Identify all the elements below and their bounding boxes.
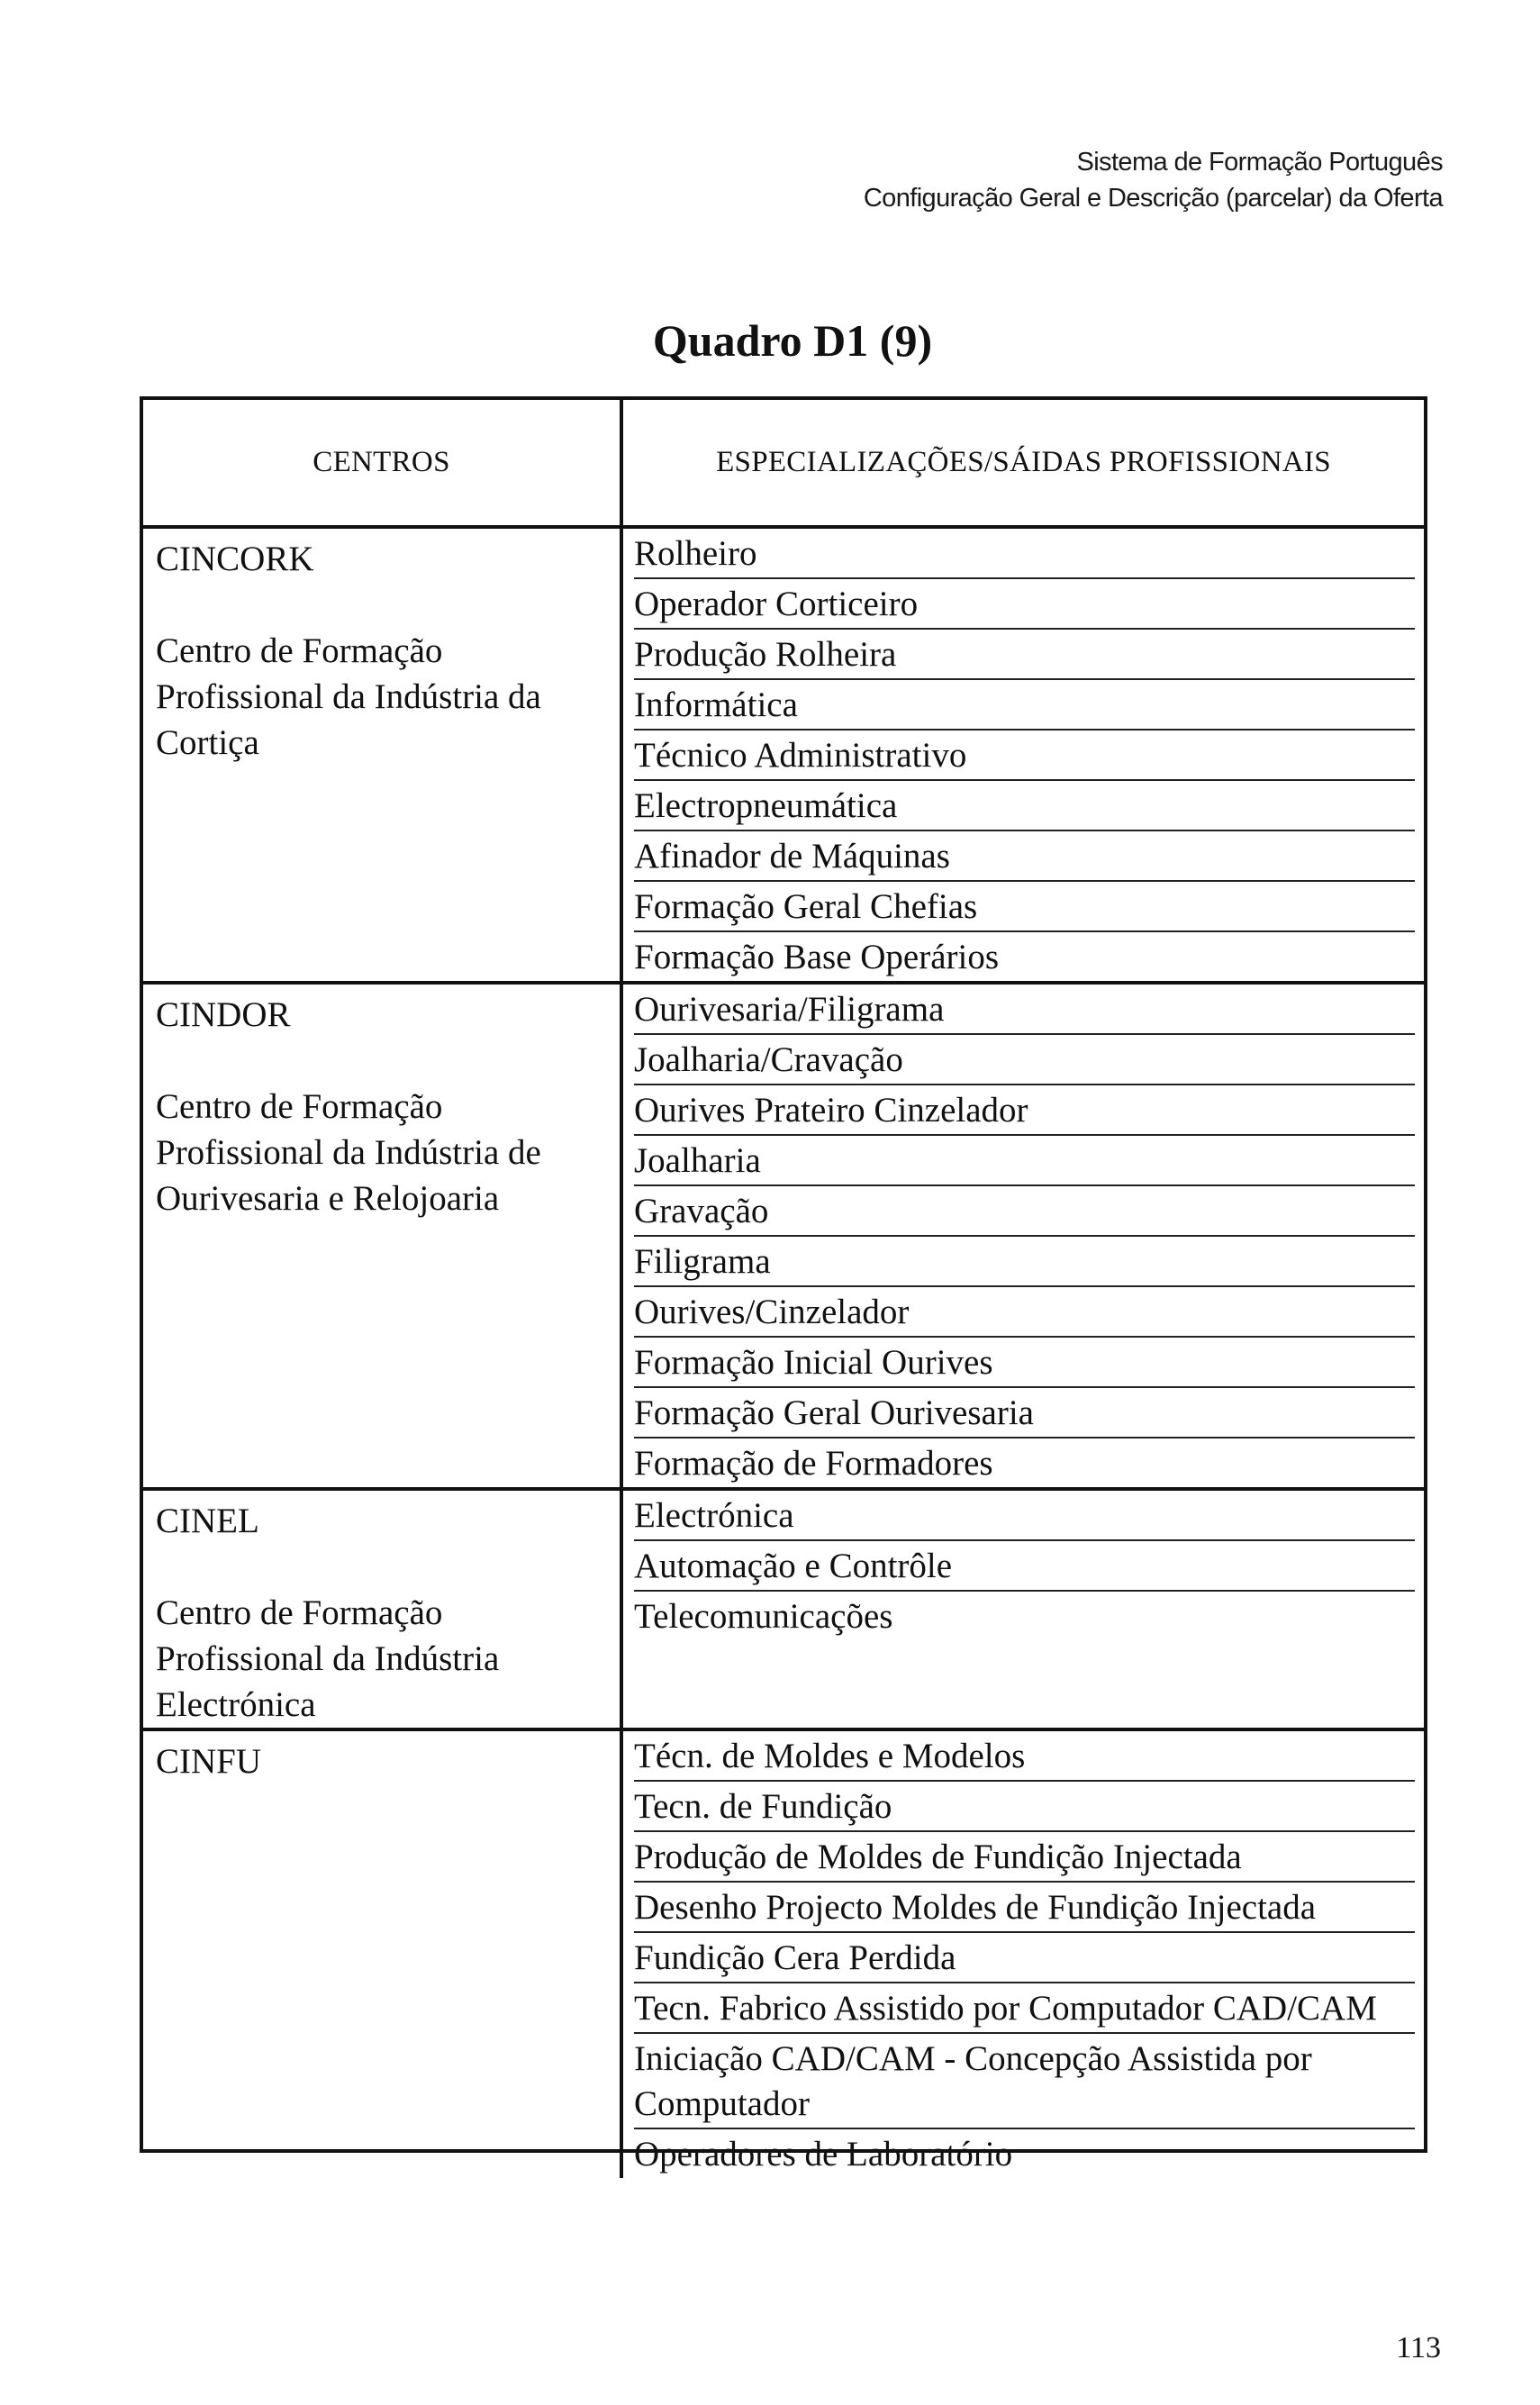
specialization-item: Informática (634, 680, 1415, 731)
specialization-item: Desenho Projecto Moldes de Fundição Injectada (634, 1883, 1415, 1933)
specialization-item: Ourives/Cinzelador (634, 1287, 1415, 1338)
table-body (143, 527, 1424, 2178)
center-cell (143, 1489, 621, 1729)
column-header-especializacoes: ESPECIALIZAÇÕES/SÁIDAS PROFISSIONAIS (621, 400, 1424, 527)
specializations-cell (621, 1729, 1424, 2178)
specialization-item: Ourivesaria/Filigrama (634, 985, 1415, 1035)
page-number: 113 (1396, 2331, 1441, 2364)
specializations-table (140, 396, 1427, 2174)
table-header-row (143, 400, 1424, 527)
specialization-item: Afinador de Máquinas (634, 831, 1415, 882)
specialization-item: Filigrama (634, 1237, 1415, 1287)
specialization-item: Joalharia (634, 1136, 1415, 1186)
center-code: CINCORK (156, 540, 314, 578)
table-row-cindor (143, 983, 1424, 1489)
specialization-item: Produção de Moldes de Fundição Injectada (634, 1832, 1415, 1883)
specializations-cell (621, 983, 1424, 1489)
specialization-item: Automação e Contrôle (634, 1541, 1415, 1592)
specialization-item: Formação Base Operários (634, 938, 1000, 976)
specialization-list (634, 1491, 1415, 1640)
specialization-item: Formação Inicial Ourives (634, 1338, 1415, 1388)
running-header (864, 144, 1443, 216)
center-cell (143, 983, 621, 1489)
specialization-item: Formação de Formadores (634, 1444, 993, 1483)
table-row-cincork (143, 527, 1424, 983)
specialization-item: Telecomunicações (634, 1597, 893, 1636)
running-header-line1: Sistema de Formação Português (1076, 148, 1443, 177)
specialization-list (634, 1731, 1415, 2178)
specialization-item: Formação Geral Ourivesaria (634, 1388, 1415, 1438)
page-title: Quadro D1 (9) (652, 315, 933, 366)
center-name: Centro de Formação Profissional da Indústria de Ourivesaria e Relojoaria (156, 1087, 541, 1218)
specialization-item: Joalharia/Cravação (634, 1035, 1415, 1085)
center-name: Centro de Formação Profissional da Indústria Electrónica (156, 1593, 500, 1724)
table-row-cinfu (143, 1729, 1424, 2178)
center-code: CINEL (156, 1502, 259, 1540)
specializations-cell (621, 527, 1424, 983)
center-code: CINDOR (156, 995, 291, 1034)
specialization-item: Gravação (634, 1186, 1415, 1237)
specialization-item: Técn. de Moldes e Modelos (634, 1731, 1415, 1782)
specialization-item: Iniciação CAD/CAM - Concepção Assistida por Computador (634, 2034, 1415, 2129)
center-cell (143, 527, 621, 983)
table-row-cinel (143, 1489, 1424, 1729)
specialization-item: Operadores de Laboratório (634, 2135, 1013, 2174)
specialization-item: Produção Rolheira (634, 630, 1415, 680)
specialization-item: Ourives Prateiro Cinzelador (634, 1085, 1415, 1136)
specialization-item: Rolheiro (634, 529, 1415, 579)
specialization-list (634, 529, 1415, 981)
center-cell (143, 1729, 621, 2178)
specialization-item: Técnico Administrativo (634, 731, 1415, 781)
specialization-item: Electropneumática (634, 781, 1415, 831)
center-name: Centro de Formação Profissional da Indústria da Cortiça (156, 631, 541, 762)
column-header-centros: CENTROS (143, 400, 621, 527)
center-code: CINFU (156, 1742, 262, 1781)
specializations-cell (621, 1489, 1424, 1729)
specialization-item: Formação Geral Chefias (634, 882, 1415, 932)
specialization-list (634, 985, 1415, 1487)
specialization-item: Fundição Cera Perdida (634, 1933, 1415, 1983)
specialization-item: Tecn. de Fundição (634, 1782, 1415, 1832)
specialization-item: Tecn. Fabrico Assistido por Computador CAD/CAM (634, 1983, 1415, 2034)
specialization-item: Operador Corticeiro (634, 579, 1415, 630)
running-header-line2: Configuração Geral e Descrição (parcelar) da Oferta (863, 184, 1443, 213)
specialization-item: Electrónica (634, 1491, 1415, 1541)
